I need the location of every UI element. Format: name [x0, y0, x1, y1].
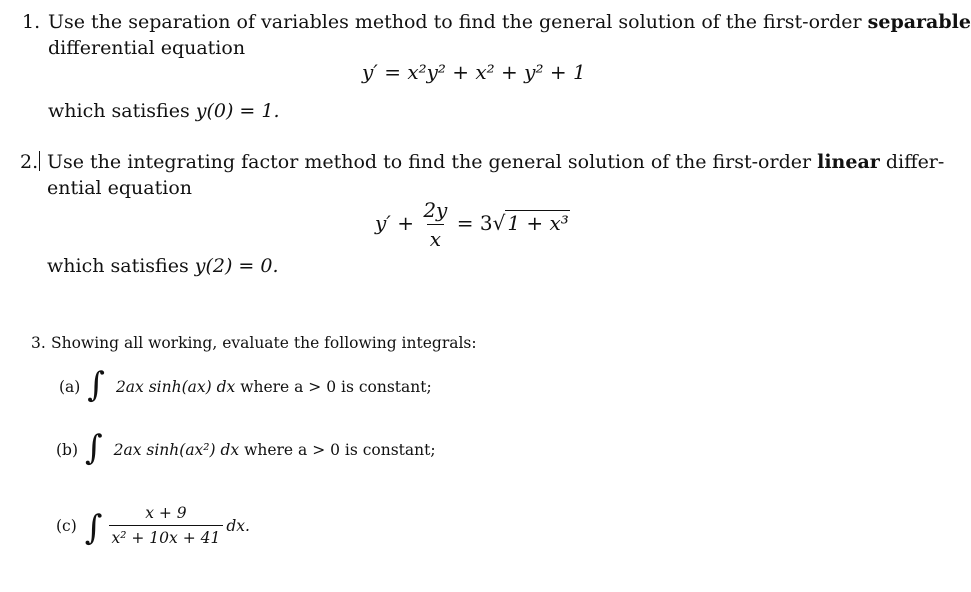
q2-line1	[47, 149, 944, 175]
q2-condition-math: y(2) = 0.	[194, 255, 279, 277]
part-c-fraction	[109, 503, 224, 548]
q1-line1	[48, 9, 971, 35]
q2-eq-numerator: 2y	[423, 198, 448, 222]
q1-condition	[48, 98, 280, 124]
q3-part-b	[56, 427, 436, 468]
q3-part-c	[56, 503, 250, 548]
part-b-suffix: where a > 0 is constant;	[244, 441, 436, 459]
q2-line1-text: Use the integrating factor method to find the general solution of the first-order	[47, 151, 812, 173]
q2-eq-sqrt	[493, 211, 570, 235]
q2-eq-lhs: y′ +	[375, 211, 414, 235]
q3-intro: Showing all working, evaluate the following integrals:	[51, 334, 477, 352]
part-c-suffix: dx.	[226, 516, 250, 535]
q2-eq-radicand: 1 + x³	[507, 211, 569, 235]
q1-number: 1.	[22, 11, 41, 33]
q3-part-a	[59, 364, 432, 405]
q1-line2: differential equation	[48, 37, 246, 59]
q3-number: 3.	[31, 334, 46, 352]
q2-condition-text: which satisfies	[47, 255, 189, 277]
q2-eq-rhs: = 3	[456, 211, 493, 235]
q2-eq-fraction	[420, 198, 450, 251]
q2-number-text: 2.	[20, 151, 39, 173]
radical-sign: √	[492, 211, 506, 235]
part-b-integrand: 2ax sinh(ax²) dx	[113, 441, 240, 459]
integral-sign-icon: ∫	[84, 507, 103, 548]
integral-sign-icon: ∫	[87, 365, 105, 405]
part-a-suffix: where a > 0 is constant;	[240, 378, 432, 396]
q1-equation: y′ = x²y² + x² + y² + 1	[362, 60, 586, 84]
part-c-denominator: x² + 10x + 41	[109, 525, 224, 548]
q1-line1-text: Use the separation of variables method to find the general solution of the first-order	[48, 11, 862, 33]
q2-line1-bold: linear	[817, 151, 880, 173]
q2-eq-denominator: x	[427, 224, 444, 251]
part-b-label: (b)	[56, 441, 79, 459]
q2-number	[20, 149, 40, 175]
q2-condition	[47, 253, 279, 279]
part-a-integrand: 2ax sinh(ax) dx	[115, 378, 236, 396]
q2-line2: ential equation	[47, 177, 192, 199]
text-cursor	[39, 151, 40, 171]
integral-sign-icon: ∫	[84, 428, 103, 468]
part-a-label: (a)	[59, 378, 81, 396]
part-c-label: (c)	[56, 516, 77, 535]
q1-condition-math: y(0) = 1.	[195, 100, 280, 122]
part-c-numerator: x + 9	[145, 504, 187, 522]
q1-line1-bold: separable	[867, 11, 971, 33]
q2-equation	[375, 198, 570, 251]
q2-line1-post: differ-	[885, 151, 945, 173]
q1-condition-text: which satisfies	[48, 100, 190, 122]
